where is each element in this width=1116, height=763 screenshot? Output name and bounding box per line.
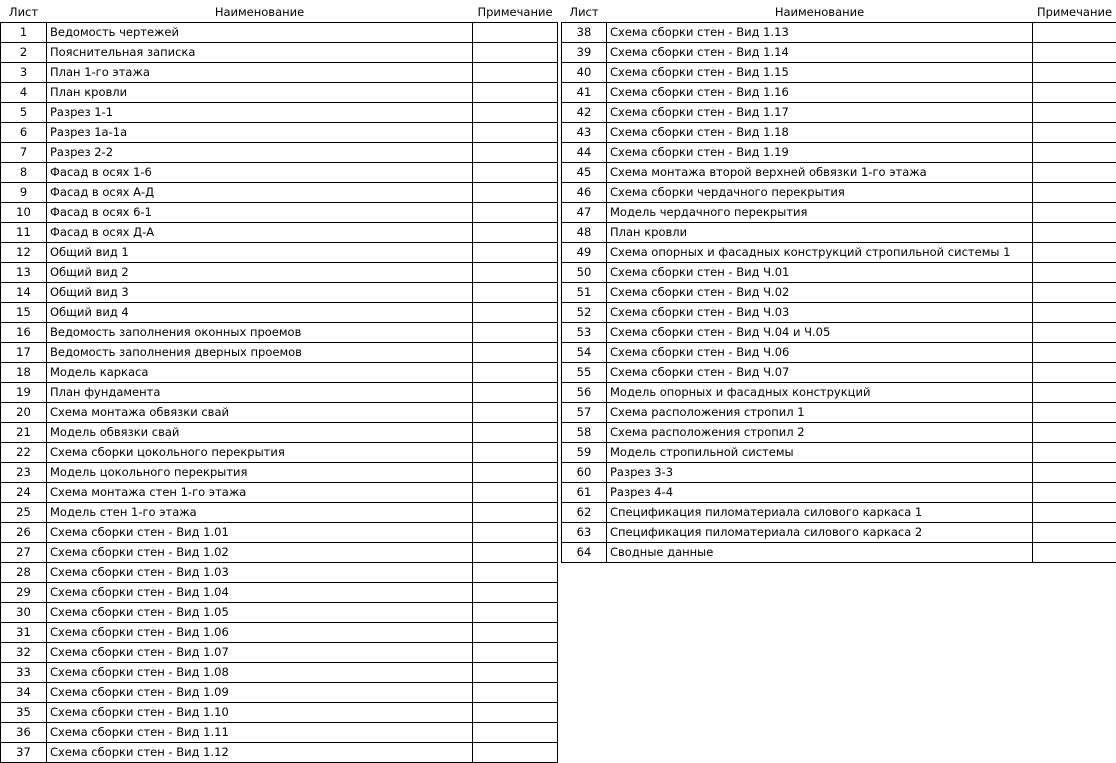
sheet-number-cell: 10 [1, 203, 47, 223]
sheet-name-cell: Схема сборки стен - Вид 1.13 [607, 23, 1033, 43]
sheet-number-cell: 47 [562, 203, 607, 223]
sheet-note-cell [473, 163, 558, 183]
sheet-note-cell [1033, 363, 1116, 383]
drawing-list-table-right [561, 3, 1116, 563]
sheet-note-cell [473, 723, 558, 743]
sheet-note-cell [1033, 443, 1116, 463]
sheet-number-cell: 15 [1, 303, 47, 323]
sheet-name-cell: Модель чердачного перекрытия [607, 203, 1033, 223]
table-row [562, 523, 1116, 543]
sheet-number-cell: 52 [562, 303, 607, 323]
sheet-note-cell [1033, 223, 1116, 243]
sheet-number-cell: 20 [1, 403, 47, 423]
table-row [562, 283, 1116, 303]
sheet-note-cell [1033, 403, 1116, 423]
sheet-number-cell: 1 [1, 23, 47, 43]
sheet-name-cell: Разрез 4-4 [607, 483, 1033, 503]
table-row [562, 63, 1116, 83]
sheet-name-cell: Пояснительная записка [47, 43, 473, 63]
sheet-number-cell: 50 [562, 263, 607, 283]
sheet-name-cell: План 1-го этажа [47, 63, 473, 83]
table-row [562, 343, 1116, 363]
table-row [1, 523, 558, 543]
header-name: Наименование [607, 3, 1033, 23]
sheet-number-cell: 35 [1, 703, 47, 723]
sheet-number-cell: 51 [562, 283, 607, 303]
table-row [1, 243, 558, 263]
sheet-name-cell: Общий вид 2 [47, 263, 473, 283]
sheet-number-cell: 42 [562, 103, 607, 123]
table-row [1, 103, 558, 123]
table-row [1, 423, 558, 443]
sheet-number-cell: 63 [562, 523, 607, 543]
header-name: Наименование [47, 3, 473, 23]
sheet-name-cell: Схема сборки стен - Вид 1.06 [47, 623, 473, 643]
sheet-name-cell: Схема сборки стен - Вид Ч.06 [607, 343, 1033, 363]
table-row [562, 103, 1116, 123]
table-row [1, 183, 558, 203]
table-row [1, 363, 558, 383]
sheet-number-cell: 3 [1, 63, 47, 83]
sheet-name-cell: Схема сборки стен - Вид 1.02 [47, 543, 473, 563]
sheet-note-cell [1033, 283, 1116, 303]
sheet-name-cell: Схема сборки стен - Вид 1.08 [47, 663, 473, 683]
sheet-note-cell [1033, 523, 1116, 543]
table-row [1, 163, 558, 183]
sheet-name-cell: Схема сборки стен - Вид 1.19 [607, 143, 1033, 163]
sheet-number-cell: 31 [1, 623, 47, 643]
sheet-name-cell: Схема сборки стен - Вид 1.01 [47, 523, 473, 543]
sheet-note-cell [1033, 43, 1116, 63]
table-row [1, 683, 558, 703]
table-row [1, 463, 558, 483]
sheet-number-cell: 16 [1, 323, 47, 343]
sheet-name-cell: План кровли [47, 83, 473, 103]
sheet-note-cell [473, 643, 558, 663]
table-row [562, 143, 1116, 163]
sheet-name-cell: Схема сборки цокольного перекрытия [47, 443, 473, 463]
sheet-number-cell: 18 [1, 363, 47, 383]
sheet-note-cell [473, 663, 558, 683]
sheet-number-cell: 11 [1, 223, 47, 243]
sheet-name-cell: Схема сборки стен - Вид 1.10 [47, 703, 473, 723]
sheet-name-cell: Модель цокольного перекрытия [47, 463, 473, 483]
sheet-number-cell: 64 [562, 543, 607, 563]
sheet-number-cell: 32 [1, 643, 47, 663]
sheet-name-cell: Схема сборки стен - Вид 1.15 [607, 63, 1033, 83]
sheet-number-cell: 17 [1, 343, 47, 363]
table-row [1, 503, 558, 523]
sheet-note-cell [1033, 343, 1116, 363]
sheet-number-cell: 45 [562, 163, 607, 183]
sheet-name-cell: Схема сборки стен - Вид Ч.04 и Ч.05 [607, 323, 1033, 343]
sheet-name-cell: Общий вид 3 [47, 283, 473, 303]
sheet-note-cell [473, 323, 558, 343]
table-row [1, 203, 558, 223]
sheet-note-cell [1033, 163, 1116, 183]
sheet-number-cell: 12 [1, 243, 47, 263]
sheet-name-cell: Фасад в осях 6-1 [47, 203, 473, 223]
sheet-name-cell: Ведомость заполнения дверных проемов [47, 343, 473, 363]
sheet-name-cell: Схема расположения стропил 2 [607, 423, 1033, 443]
sheet-name-cell: Схема опорных и фасадных конструкций стропильной системы 1 [607, 243, 1033, 263]
sheet-name-cell: Схема сборки стен - Вид 1.17 [607, 103, 1033, 123]
sheet-note-cell [473, 143, 558, 163]
sheet-name-cell: Схема сборки стен - Вид Ч.01 [607, 263, 1033, 283]
sheet-number-cell: 36 [1, 723, 47, 743]
sheet-note-cell [473, 623, 558, 643]
sheet-number-cell: 29 [1, 583, 47, 603]
sheet-name-cell: План кровли [607, 223, 1033, 243]
sheet-name-cell: Схема сборки стен - Вид 1.18 [607, 123, 1033, 143]
sheet-note-cell [1033, 103, 1116, 123]
header-note: Примечание [473, 3, 558, 23]
table-row [1, 303, 558, 323]
table-row [562, 223, 1116, 243]
sheet-name-cell: Схема сборки стен - Вид 1.12 [47, 743, 473, 763]
sheet-number-cell: 28 [1, 563, 47, 583]
sheet-note-cell [1033, 243, 1116, 263]
sheet-number-cell: 19 [1, 383, 47, 403]
table-row [562, 483, 1116, 503]
sheet-number-cell: 13 [1, 263, 47, 283]
header-sheet: Лист [562, 3, 607, 23]
table-row [1, 83, 558, 103]
sheet-note-cell [473, 183, 558, 203]
sheet-name-cell: Разрез 3-3 [607, 463, 1033, 483]
sheet-note-cell [473, 123, 558, 143]
sheet-note-cell [473, 463, 558, 483]
table-row [562, 363, 1116, 383]
sheet-note-cell [1033, 383, 1116, 403]
sheet-number-cell: 39 [562, 43, 607, 63]
sheet-name-cell: Схема монтажа стен 1-го этажа [47, 483, 473, 503]
sheet-name-cell: Общий вид 1 [47, 243, 473, 263]
sheet-name-cell: Фасад в осях А-Д [47, 183, 473, 203]
sheet-note-cell [1033, 63, 1116, 83]
table-row [562, 203, 1116, 223]
sheet-number-cell: 56 [562, 383, 607, 403]
sheet-number-cell: 44 [562, 143, 607, 163]
sheet-number-cell: 23 [1, 463, 47, 483]
sheet-name-cell: Схема сборки стен - Вид 1.05 [47, 603, 473, 623]
table-row [1, 283, 558, 303]
table-row [1, 143, 558, 163]
table-row [1, 323, 558, 343]
sheet-name-cell: Фасад в осях Д-А [47, 223, 473, 243]
sheet-name-cell: Фасад в осях 1-6 [47, 163, 473, 183]
table-body-left [1, 23, 558, 763]
table-row [562, 43, 1116, 63]
table-row [562, 23, 1116, 43]
sheet-name-cell: Модель обвязки свай [47, 423, 473, 443]
table-row [562, 383, 1116, 403]
sheet-name-cell: Схема сборки стен - Вид Ч.03 [607, 303, 1033, 323]
sheet-name-cell: Общий вид 4 [47, 303, 473, 323]
sheet-name-cell: Схема расположения стропил 1 [607, 403, 1033, 423]
sheet-note-cell [473, 603, 558, 623]
sheet-note-cell [473, 443, 558, 463]
sheet-note-cell [473, 303, 558, 323]
sheet-name-cell: Схема сборки стен - Вид Ч.07 [607, 363, 1033, 383]
table-row [562, 463, 1116, 483]
sheet-number-cell: 22 [1, 443, 47, 463]
sheet-name-cell: План фундамента [47, 383, 473, 403]
sheet-note-cell [473, 403, 558, 423]
sheet-number-cell: 48 [562, 223, 607, 243]
sheet-note-cell [1033, 483, 1116, 503]
table-row [1, 743, 558, 763]
sheet-note-cell [1033, 23, 1116, 43]
sheet-note-cell [473, 23, 558, 43]
sheet-note-cell [1033, 423, 1116, 443]
sheet-name-cell: Схема сборки чердачного перекрытия [607, 183, 1033, 203]
sheet-name-cell: Схема монтажа обвязки свай [47, 403, 473, 423]
sheet-name-cell: Спецификация пиломатериала силового каркаса 2 [607, 523, 1033, 543]
sheet-name-cell: Схема сборки стен - Вид 1.11 [47, 723, 473, 743]
sheet-name-cell: Модель стропильной системы [607, 443, 1033, 463]
sheet-note-cell [1033, 183, 1116, 203]
sheet-note-cell [473, 703, 558, 723]
sheet-name-cell: Сводные данные [607, 543, 1033, 563]
sheet-note-cell [1033, 123, 1116, 143]
sheet-note-cell [473, 103, 558, 123]
sheet-note-cell [473, 383, 558, 403]
header-row [1, 3, 558, 23]
table-body-right [562, 23, 1116, 563]
sheet-number-cell: 41 [562, 83, 607, 103]
sheet-name-cell: Ведомость заполнения оконных проемов [47, 323, 473, 343]
sheet-number-cell: 38 [562, 23, 607, 43]
sheet-name-cell: Схема сборки стен - Вид Ч.02 [607, 283, 1033, 303]
sheet-note-cell [1033, 83, 1116, 103]
sheet-note-cell [473, 543, 558, 563]
sheet-note-cell [473, 43, 558, 63]
table-row [1, 223, 558, 243]
sheet-number-cell: 14 [1, 283, 47, 303]
sheet-number-cell: 43 [562, 123, 607, 143]
sheet-number-cell: 55 [562, 363, 607, 383]
sheet-name-cell: Спецификация пиломатериала силового каркаса 1 [607, 503, 1033, 523]
sheet-number-cell: 21 [1, 423, 47, 443]
table-row [1, 23, 558, 43]
sheet-name-cell: Ведомость чертежей [47, 23, 473, 43]
sheet-note-cell [473, 63, 558, 83]
sheet-note-cell [473, 363, 558, 383]
table-row [1, 483, 558, 503]
table-row [1, 403, 558, 423]
table-row [1, 383, 558, 403]
sheet-note-cell [1033, 143, 1116, 163]
table-row [1, 563, 558, 583]
sheet-note-cell [473, 243, 558, 263]
table-row [562, 443, 1116, 463]
sheet-note-cell [473, 263, 558, 283]
table-row [1, 723, 558, 743]
table-row [1, 643, 558, 663]
sheet-note-cell [473, 483, 558, 503]
table-row [1, 263, 558, 283]
header-row [562, 3, 1116, 23]
sheet-number-cell: 8 [1, 163, 47, 183]
table-row [562, 243, 1116, 263]
sheet-number-cell: 40 [562, 63, 607, 83]
table-row [562, 183, 1116, 203]
sheet-number-cell: 61 [562, 483, 607, 503]
sheet-number-cell: 46 [562, 183, 607, 203]
table-row [1, 583, 558, 603]
sheet-number-cell: 37 [1, 743, 47, 763]
sheet-name-cell: Схема монтажа второй верхней обвязки 1-го этажа [607, 163, 1033, 183]
table-row [1, 663, 558, 683]
sheet-number-cell: 57 [562, 403, 607, 423]
sheet-name-cell: Модель опорных и фасадных конструкций [607, 383, 1033, 403]
table-row [1, 443, 558, 463]
sheet-number-cell: 58 [562, 423, 607, 443]
sheet-number-cell: 5 [1, 103, 47, 123]
sheet-note-cell [473, 503, 558, 523]
sheet-name-cell: Схема сборки стен - Вид 1.16 [607, 83, 1033, 103]
table-row [562, 543, 1116, 563]
sheet-number-cell: 7 [1, 143, 47, 163]
sheet-number-cell: 59 [562, 443, 607, 463]
table-row [562, 403, 1116, 423]
sheet-number-cell: 49 [562, 243, 607, 263]
table-row [1, 543, 558, 563]
table-row [1, 43, 558, 63]
sheet-note-cell [473, 683, 558, 703]
table-row [562, 163, 1116, 183]
sheet-note-cell [473, 563, 558, 583]
sheet-number-cell: 4 [1, 83, 47, 103]
sheet-note-cell [1033, 463, 1116, 483]
sheet-number-cell: 60 [562, 463, 607, 483]
sheet-note-cell [473, 523, 558, 543]
header-sheet: Лист [1, 3, 47, 23]
sheet-note-cell [473, 743, 558, 763]
sheet-number-cell: 2 [1, 43, 47, 63]
table-row [1, 123, 558, 143]
table-row [562, 263, 1116, 283]
table-row [562, 503, 1116, 523]
sheet-number-cell: 9 [1, 183, 47, 203]
sheet-name-cell: Схема сборки стен - Вид 1.04 [47, 583, 473, 603]
sheet-note-cell [1033, 263, 1116, 283]
sheet-note-cell [1033, 543, 1116, 563]
table-row [1, 703, 558, 723]
table-row [1, 63, 558, 83]
sheet-number-cell: 62 [562, 503, 607, 523]
sheet-number-cell: 24 [1, 483, 47, 503]
sheet-note-cell [473, 423, 558, 443]
sheet-number-cell: 6 [1, 123, 47, 143]
sheet-number-cell: 30 [1, 603, 47, 623]
sheet-note-cell [473, 283, 558, 303]
table-row [562, 83, 1116, 103]
table-row [562, 423, 1116, 443]
sheet-number-cell: 34 [1, 683, 47, 703]
sheet-number-cell: 54 [562, 343, 607, 363]
table-row [1, 603, 558, 623]
sheet-name-cell: Схема сборки стен - Вид 1.09 [47, 683, 473, 703]
sheet-note-cell [1033, 203, 1116, 223]
sheet-note-cell [473, 223, 558, 243]
sheet-note-cell [473, 583, 558, 603]
sheet-note-cell [1033, 303, 1116, 323]
sheet-note-cell [1033, 503, 1116, 523]
sheet-name-cell: Схема сборки стен - Вид 1.07 [47, 643, 473, 663]
table-row [562, 303, 1116, 323]
table-row [562, 123, 1116, 143]
sheet-name-cell: Схема сборки стен - Вид 1.03 [47, 563, 473, 583]
sheet-name-cell: Разрез 2-2 [47, 143, 473, 163]
table-row [1, 343, 558, 363]
sheet-name-cell: Разрез 1а-1а [47, 123, 473, 143]
sheet-note-cell [473, 343, 558, 363]
drawing-list-table-left [0, 3, 558, 763]
sheet-number-cell: 53 [562, 323, 607, 343]
sheet-name-cell: Модель стен 1-го этажа [47, 503, 473, 523]
sheet-number-cell: 26 [1, 523, 47, 543]
sheet-number-cell: 33 [1, 663, 47, 683]
table-row [562, 323, 1116, 343]
sheet-name-cell: Модель каркаса [47, 363, 473, 383]
sheet-name-cell: Схема сборки стен - Вид 1.14 [607, 43, 1033, 63]
sheet-note-cell [473, 83, 558, 103]
sheet-number-cell: 25 [1, 503, 47, 523]
table-row [1, 623, 558, 643]
header-note: Примечание [1033, 3, 1116, 23]
sheet-name-cell: Разрез 1-1 [47, 103, 473, 123]
sheet-note-cell [1033, 323, 1116, 343]
sheet-note-cell [473, 203, 558, 223]
sheet-number-cell: 27 [1, 543, 47, 563]
